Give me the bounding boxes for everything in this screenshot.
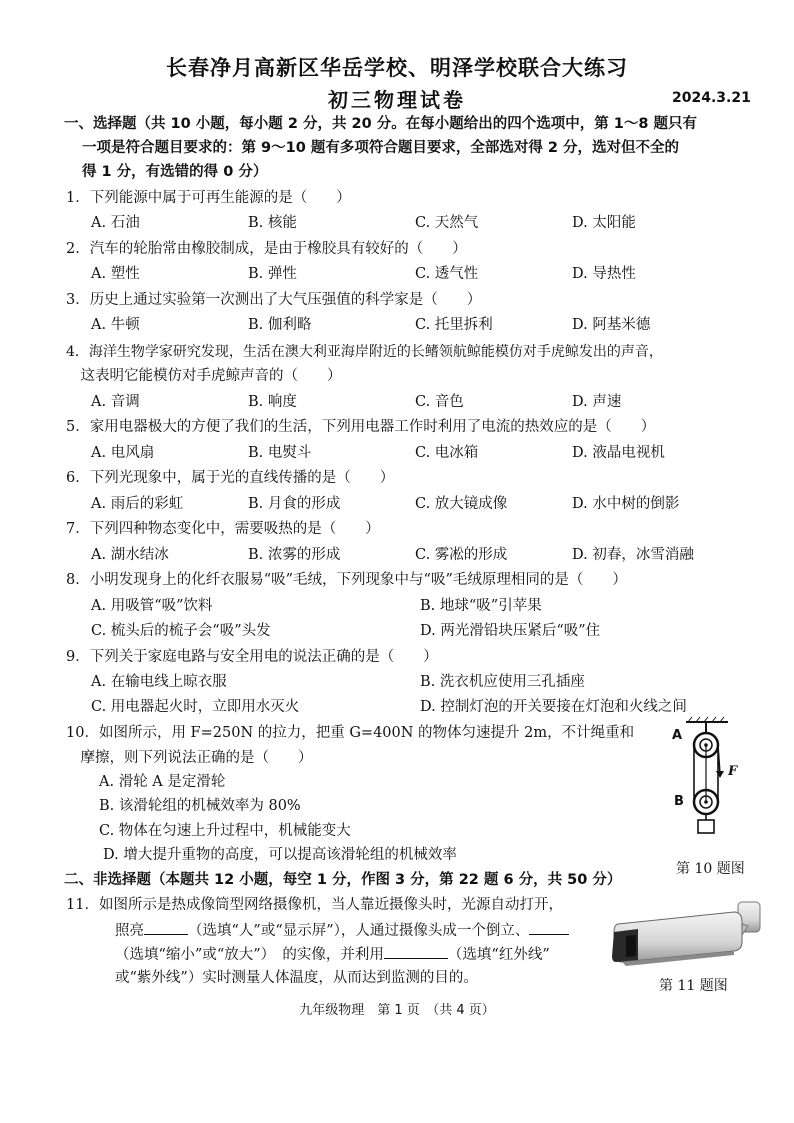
page-subtitle: 初三物理试卷 — [328, 88, 466, 112]
question-1-option-c: C. 天然气 — [415, 215, 479, 231]
question-11-text-a: 照亮 — [115, 923, 144, 939]
question-9-option-d: D. 控制灯泡的开关要接在灯泡和火线之间 — [420, 699, 687, 715]
camera-illustration — [608, 898, 772, 974]
question-3-option-a: A. 牛顿 — [91, 317, 140, 333]
question-9-option-a: A. 在输电线上晾衣服 — [91, 674, 227, 690]
question-11-text-b: （选填“人”或“显示屏”），人通过摄像头成一个倒立、 — [188, 923, 530, 939]
exam-date: 2024.3.21 — [672, 90, 751, 106]
question-5-option-c: C. 电冰箱 — [415, 445, 479, 461]
question-11-line-1: 11．如图所示是热成像筒型网络摄像机，当人靠近摄像头时，光源自动打开， — [66, 897, 563, 913]
question-10-option-d: D. 增大提升重物的高度，可以提高该滑轮组的机械效率 — [103, 847, 457, 863]
pulley-a-label: A — [672, 728, 683, 743]
question-7-option-b: B. 浓雾的形成 — [248, 547, 341, 563]
question-1-option-b: B. 核能 — [248, 215, 297, 231]
question-4-stem-line-2: 这表明它能模仿对手虎鲸声音的（ ） — [66, 368, 342, 384]
question-6-stem: 6．下列光现象中，属于光的直线传播的是（ ） — [66, 470, 395, 486]
question-6-option-d: D. 水中树的倒影 — [572, 496, 680, 512]
question-2-stem: 2．汽车的轮胎常由橡胶制成，是由于橡胶具有较好的（ ） — [66, 241, 467, 257]
question-5-stem: 5．家用电器极大的方便了我们的生活，下列用电器工作时利用了电流的热效应的是（ ） — [66, 419, 656, 435]
question-11-line-2 — [115, 918, 569, 943]
question-6-option-a: A. 雨后的彩虹 — [91, 496, 184, 512]
question-8-option-b: B. 地球“吸”引苹果 — [420, 598, 542, 614]
section-1-heading-line-2: 一项是符合题目要求的：第 9～10 题有多项符合题目要求，全部选对得 2 分，选对但不全的 — [82, 140, 680, 156]
section-1-heading-line-1: 一、选择题（共 10 小题，每小题 2 分，共 20 分。在每小题给出的四个选项中，第 1～8 题只有 — [64, 116, 698, 132]
question-11-text-c: （选填“缩小”或“放大”） 的实像，并利用 — [115, 947, 384, 963]
question-2-option-b: B. 弹性 — [248, 266, 297, 282]
question-9-option-b: B. 洗衣机应使用三孔插座 — [420, 674, 585, 690]
question-8-option-a: A. 用吸管“吸”饮料 — [91, 598, 213, 614]
section-1-heading-line-3: 得 1 分，有选错的得 0 分） — [82, 164, 268, 180]
section-2-heading: 二、非选择题（本题共 12 小题，每空 1 分，作图 3 分，第 22 题 6 分，共 50 分） — [64, 872, 622, 888]
question-8-stem: 8．小明发现身上的化纤衣服易“吸”毛绒，下列现象中与“吸”毛绒原理相同的是（ ） — [66, 572, 627, 588]
question-2-option-a: A. 塑性 — [91, 266, 140, 282]
question-3-option-d: D. 阿基米德 — [572, 317, 651, 333]
answer-blank-3[interactable] — [384, 942, 448, 959]
question-7-stem: 7．下列四种物态变化中，需要吸热的是（ ） — [66, 521, 380, 537]
question-7-option-a: A. 湖水结冰 — [91, 547, 169, 563]
pulley-b-label: B — [674, 794, 684, 809]
question-10-stem-line-1: 10．如图所示，用 F=250N 的拉力，把重 G=400N 的物体匀速提升 2m，不计绳重和 — [66, 725, 635, 741]
question-10-option-c: C. 物体在匀速上升过程中，机械能变大 — [99, 823, 351, 839]
question-3-option-b: B. 伽利略 — [248, 317, 312, 333]
figure-10-caption: 第 10 题图 — [676, 861, 745, 877]
question-9-stem: 9．下列关于家庭电路与安全用电的说法正确的是（ ） — [66, 649, 438, 665]
answer-blank-2[interactable] — [529, 918, 569, 935]
question-11-line-4: 或“紫外线”）实时测量人体温度，从而达到监测的目的。 — [115, 970, 478, 986]
force-f-label: F — [728, 764, 738, 779]
question-6-option-b: B. 月食的形成 — [248, 496, 341, 512]
question-8-option-d: D. 两光滑铅块压紧后“吸”住 — [420, 623, 601, 639]
question-3-option-c: C. 托里拆利 — [415, 317, 493, 333]
question-8-option-c: C. 梳头后的梳子会“吸”头发 — [91, 623, 271, 639]
answer-blank-1[interactable] — [144, 918, 188, 935]
question-4-option-d: D. 声速 — [572, 394, 622, 410]
question-6-option-c: C. 放大镜成像 — [415, 496, 508, 512]
figure-11-caption: 第 11 题图 — [659, 978, 728, 994]
page-footer: 九年级物理 第 1 页 （共 4 页） — [299, 1003, 495, 1018]
question-1-option-d: D. 太阳能 — [572, 215, 636, 231]
question-11-text-d: （选填“红外线” — [447, 947, 550, 963]
question-4-stem-line-1: 4．海洋生物学家研究发现，生活在澳大利亚海岸附近的长鳍领航鲸能模仿对手虎鲸发出的声音， — [66, 344, 663, 360]
question-2-option-d: D. 导热性 — [572, 266, 636, 282]
question-5-option-b: B. 电熨斗 — [248, 445, 312, 461]
question-4-option-b: B. 响度 — [248, 394, 297, 410]
question-4-option-a: A. 音调 — [91, 394, 140, 410]
question-1-stem: 1．下列能源中属于可再生能源的是（ ） — [66, 190, 351, 206]
question-7-option-d: D. 初春，冰雪消融 — [572, 547, 694, 563]
question-2-option-c: C. 透气性 — [415, 266, 479, 282]
question-10-option-b: B. 该滑轮组的机械效率为 80% — [99, 798, 301, 814]
question-10-option-a: A. 滑轮 A 是定滑轮 — [99, 774, 226, 790]
question-5-option-a: A. 电风扇 — [91, 445, 155, 461]
question-5-option-d: D. 液晶电视机 — [572, 445, 665, 461]
question-3-stem: 3．历史上通过实验第一次测出了大气压强值的科学家是（ ） — [66, 292, 482, 308]
question-11-line-3 — [115, 942, 550, 967]
question-7-option-c: C. 雾凇的形成 — [415, 547, 508, 563]
question-10-stem-line-2: 摩擦，则下列说法正确的是（ ） — [66, 750, 313, 766]
question-4-option-c: C. 音色 — [415, 394, 464, 410]
question-9-option-c: C. 用电器起火时，立即用水灭火 — [91, 699, 300, 715]
question-1-option-a: A. 石油 — [91, 215, 140, 231]
page-title: 长春净月高新区华岳学校、明泽学校联合大练习 — [166, 56, 628, 80]
